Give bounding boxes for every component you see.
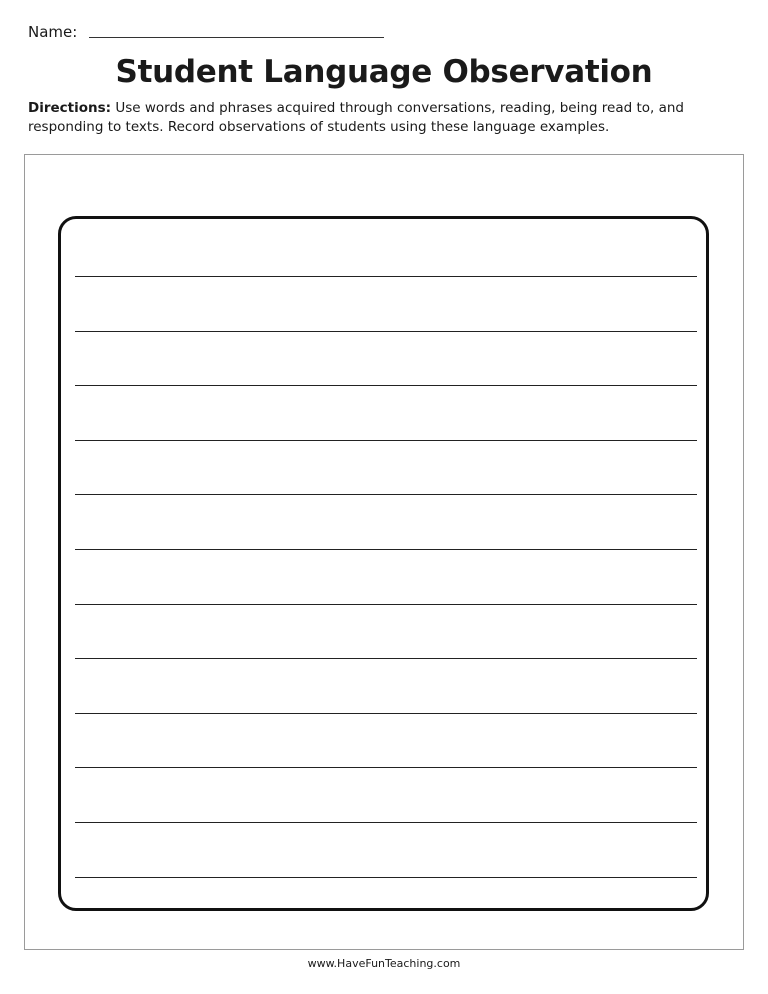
writing-line[interactable] bbox=[75, 494, 697, 495]
directions bbox=[28, 99, 748, 137]
writing-line[interactable] bbox=[75, 385, 697, 386]
writing-line[interactable] bbox=[75, 276, 697, 277]
writing-line[interactable] bbox=[75, 549, 697, 550]
directions-label: Directions: bbox=[28, 100, 112, 116]
writing-line[interactable] bbox=[75, 713, 697, 714]
page-title: Student Language Observation bbox=[115, 54, 653, 90]
writing-line[interactable] bbox=[75, 331, 697, 332]
writing-line[interactable] bbox=[75, 877, 697, 878]
writing-box bbox=[58, 216, 709, 911]
footer-website: www.HaveFunTeaching.com bbox=[307, 957, 461, 970]
writing-line[interactable] bbox=[75, 822, 697, 823]
name-input-line[interactable] bbox=[89, 37, 384, 38]
writing-line[interactable] bbox=[75, 440, 697, 441]
writing-line[interactable] bbox=[75, 604, 697, 605]
name-label: Name: bbox=[28, 23, 78, 41]
writing-line[interactable] bbox=[75, 658, 697, 659]
writing-line[interactable] bbox=[75, 767, 697, 768]
directions-text: Use words and phrases acquired through conversations, reading, being read to, and responding to texts. Record observations of students using these language examples. bbox=[28, 100, 684, 135]
